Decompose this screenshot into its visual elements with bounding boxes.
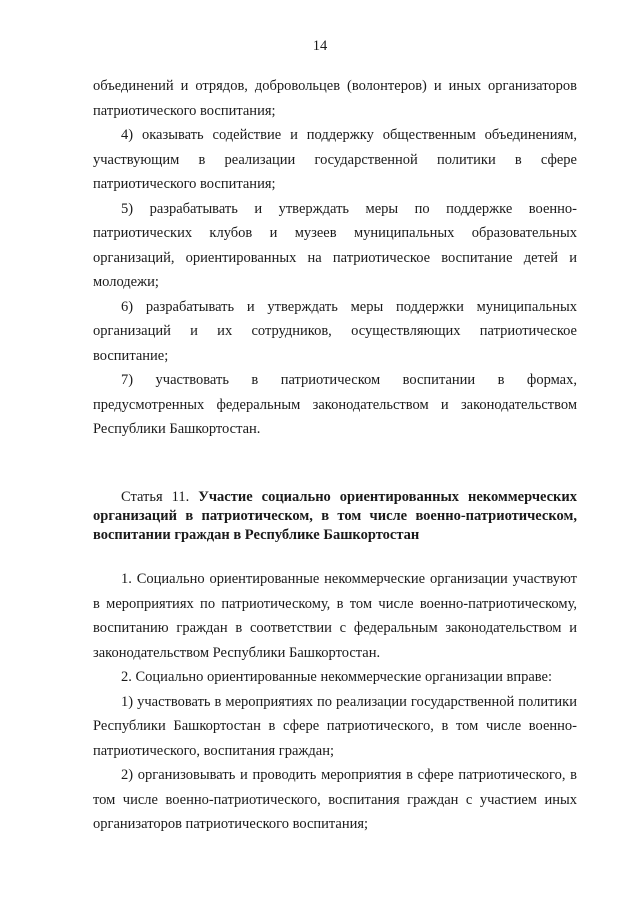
article-block xyxy=(93,488,577,837)
article-spacer xyxy=(93,545,577,567)
article-heading xyxy=(93,488,577,545)
article-title: Участие социально ориентированных некоммерческих организаций в патриотическом, в том числе военно-патриотическом, воспитании граждан в Республике Башкортостан xyxy=(93,489,578,543)
article-number: Статья 11. xyxy=(121,489,190,505)
article-paragraph-1: 1. Социально ориентированные некоммерческие организации участвуют в мероприятиях по патриотическому, в том числе военно-патриотическому, воспитанию граждан в соответствии с федеральным законодательством и законодательством Республики Башкортостан. xyxy=(93,571,577,661)
article-subitem-1: 1) участвовать в мероприятиях по реализации государственной политики Республики Башкортостан в сфере патриотического, в том числе военно-патриотического, воспитания граждан; xyxy=(93,693,577,759)
paragraph-item-6: 6) разрабатывать и утверждать меры поддержки муниципальных организаций и их сотрудников, осуществляющих патриотическое воспитание; xyxy=(93,298,577,364)
paragraph-item-4: 4) оказывать содействие и поддержку общественным объединениям, участвующим в реализации государственной политики в сфере патриотического воспитания; xyxy=(93,127,577,192)
article-subitem-2: 2) организовывать и проводить мероприятия в сфере патриотического, в том числе военно-патриотического, воспитания граждан с участием иных организаторов патриотического воспитания; xyxy=(93,767,577,832)
paragraph-continuation: объединений и отрядов, добровольцев (волонтеров) и иных организаторов патриотического воспитания; xyxy=(93,78,577,119)
top-text-block xyxy=(93,74,577,442)
page-number: 14 xyxy=(312,38,328,54)
paragraph-item-5: 5) разрабатывать и утверждать меры по поддержке военно-патриотических клубов и музеев муниципальных образовательных организаций, ориентированных на патриотическое воспитание детей и молодежи; xyxy=(93,200,577,290)
article-paragraph-2: 2. Социально ориентированные некоммерческие организации вправе: xyxy=(121,669,552,685)
paragraph-item-7: 7) участвовать в патриотическом воспитании в формах, предусмотренных федеральным законодательством и законодательством Республики Башкортостан. xyxy=(93,372,577,437)
